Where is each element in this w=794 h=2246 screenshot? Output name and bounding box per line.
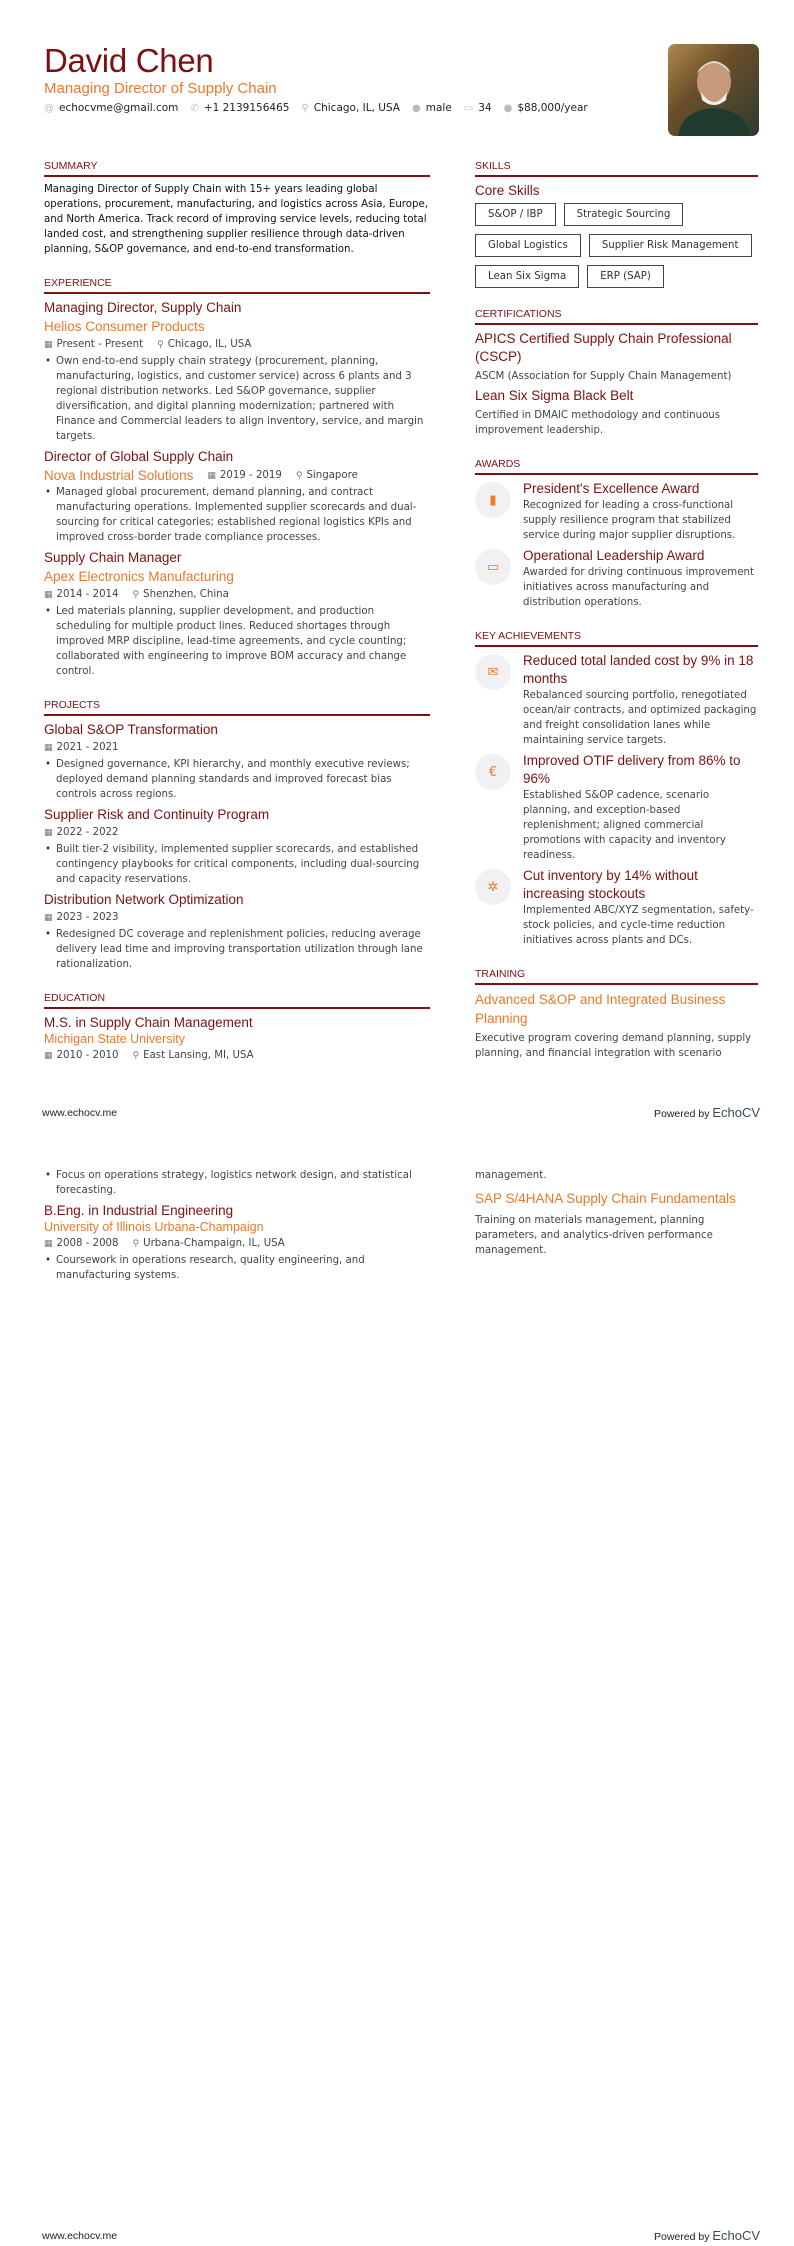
bullet: • Designed governance, KPI hierarchy, and monthly executive reviews; deployed demand planning standards and improved forecast bias controls across regions. [44,757,430,802]
right-column [475,160,758,1081]
calendar-icon: ▦ [44,828,53,838]
left-column [44,1168,430,1287]
phone-icon: ✆ [190,103,199,114]
skill-tag: Supplier Risk Management [589,234,752,257]
contact-location: ⚲ Chicago, IL, USA [301,102,400,114]
dates: 2008 - 2008 [56,1238,119,1249]
achievement-name: Reduced total landed cost by 9% in 18 months [523,653,754,686]
calendar-icon: ▦ [44,590,53,600]
euro-icon: € [475,754,511,790]
project-item [44,721,430,802]
location-icon: ⚲ [295,470,303,481]
school: Michigan State University [44,1032,186,1046]
project-item [44,806,430,887]
training-desc: Training on materials management, planning parameters, and analytics-driven performance management. [475,1215,713,1256]
project-name: Global S&OP Transformation [44,722,218,737]
bullet: • Focus on operations strategy, logistics network design, and statistical forecasting. [44,1168,430,1198]
bullet: • Built tier-2 visibility, implemented supplier scorecards, and established contingency playbooks for critical components, including dual-sourcing and capacity reservations. [44,842,430,887]
training-name: SAP S/4HANA Supply Chain Fundamentals [475,1191,736,1206]
location: Urbana-Champaign, IL, USA [143,1238,285,1249]
award-desc: Recognized for leading a cross-functional supply resilience program that stabilized service during major supplier disruptions. [523,500,736,541]
awards-section [475,458,758,610]
calendar-icon: ▦ [44,743,53,753]
section-heading: KEY ACHIEVEMENTS [475,630,758,647]
section-heading: PROJECTS [44,699,430,716]
skill-tag: S&OP / IBP [475,203,556,226]
calendar-icon: ▦ [44,340,53,350]
experience-section [44,277,430,679]
section-heading: EXPERIENCE [44,277,430,294]
company: Helios Consumer Products [44,319,205,334]
award-name: President's Excellence Award [523,481,700,496]
bullet: • Redesigned DC coverage and replenishment policies, reducing average delivery lead time and improving transportation utilization through lane rationalization. [44,927,430,972]
achievement-desc: Rebalanced sourcing portfolio, renegotiated ocean/air contracts, and optimized packaging and freight consolidation lanes while maintaining service targets. [523,690,757,746]
section-heading: SUMMARY [44,160,430,177]
award-desc: Awarded for driving continuous improvement initiatives across manufacturing and distribution operations. [523,567,754,608]
contact-phone[interactable]: ✆ +1 2139156465 [190,102,290,114]
training-section [475,968,758,1061]
brand-logo: EchoCV [712,1105,761,1120]
skills-section [475,160,758,288]
contact-age: ▭ 34 [463,102,492,114]
training-desc-continued: management. [475,1170,547,1181]
bullet: • Coursework in operations research, quality engineering, and manufacturing systems. [44,1253,430,1283]
skill-tag: ERP (SAP) [587,265,664,288]
document-icon: ▮ [475,482,511,518]
cert-desc: ASCM (Association for Supply Chain Management) [475,371,732,382]
contact-bar [44,102,588,114]
award-item [475,480,758,543]
resume-page-2 [0,1123,794,2246]
cert-name: APICS Certified Supply Chain Professional (CSCP) [475,331,732,364]
envelope-open-icon: ✉ [475,654,511,690]
section-heading: EDUCATION [44,992,430,1009]
calendar-icon: ▦ [44,1239,53,1249]
achievement-name: Cut inventory by 14% without increasing stockouts [523,868,698,901]
calendar-icon: ▦ [207,470,216,481]
dates: 2010 - 2010 [56,1050,119,1061]
money-icon: ● [503,103,513,114]
experience-item [44,448,430,545]
dates: 2019 - 2019 [219,469,282,481]
achievements-section [475,630,758,948]
project-name: Distribution Network Optimization [44,892,244,907]
section-heading: SKILLS [475,160,758,177]
skill-tag: Global Logistics [475,234,581,257]
skill-tag: Lean Six Sigma [475,265,579,288]
footer-url[interactable]: www.echocv.me [42,2230,118,2242]
location-icon: ⚲ [132,1239,140,1249]
award-name: Operational Leadership Award [523,548,705,563]
dates: 2021 - 2021 [56,742,119,753]
location-icon: ⚲ [132,1051,140,1061]
toggle-icon: ▭ [475,549,511,585]
achievement-item [475,652,758,748]
left-column [44,160,430,1085]
training-desc: Executive program covering demand planning, supply planning, and financial integration with scenario [475,1033,752,1059]
location: Shenzhen, China [143,589,229,600]
right-column [475,1168,758,1258]
project-name: Supplier Risk and Continuity Program [44,807,270,822]
achievement-desc: Implemented ABC/XYZ segmentation, safety-stock policies, and cycle-time reduction initiatives across plants and DCs. [523,905,754,946]
location: Chicago, IL, USA [167,339,252,350]
location: Singapore [306,469,358,481]
contact-salary: ● $88,000/year [503,102,588,114]
footer-powered: Powered by EchoCV [654,1105,761,1120]
location-icon: ⚲ [132,590,140,600]
experience-item [44,549,430,679]
cert-name: Lean Six Sigma Black Belt [475,388,634,403]
dates: 2022 - 2022 [56,827,119,838]
job-role: Managing Director, Supply Chain [44,300,242,315]
certifications-section [475,308,758,438]
profile-photo [668,44,759,136]
calendar-icon: ▭ [463,103,474,114]
calendar-icon: ▦ [44,1051,53,1061]
degree: M.S. in Supply Chain Management [44,1015,253,1030]
brand-logo: EchoCV [712,2228,761,2243]
dates: 2014 - 2014 [56,589,119,600]
location-icon: ⚲ [301,103,309,114]
bullet: • Own end-to-end supply chain strategy (procurement, planning, manufacturing, logistics, and customer service) across 6 plants and 3 regional distribution networks. Led S&OP governance, supplier diversification, and digital planning modernization; partnered with Finance and Commercial leaders to align inventory, service, and margin targets. [44,354,430,444]
achievement-desc: Established S&OP cadence, scenario planning, and exception-based replenishment; aligned commercial promotions with capacity and inventory readiness. [523,790,726,861]
bullet: • Led materials planning, supplier development, and production scheduling for multiple product lines. Reduced shortages through improved MRP discipline, lead-time agreements, and cycle counting; collaborated with engineering to improve BOM accuracy and change control. [44,604,430,679]
at-icon: @ [44,103,54,114]
section-heading: AWARDS [475,458,758,475]
company: Apex Electronics Manufacturing [44,569,234,584]
achievement-item [475,867,758,948]
dates: Present - Present [56,339,144,350]
cert-desc: Certified in DMAIC methodology and continuous improvement leadership. [475,410,721,436]
education-section [44,992,430,1065]
sparkle-off-icon: ✲ [475,869,511,905]
project-item [44,891,430,972]
summary-section [44,160,430,257]
achievement-item [475,752,758,863]
skill-tag: Strategic Sourcing [564,203,684,226]
contact-email[interactable]: @ echocvme@gmail.com [44,102,179,114]
calendar-icon: ▦ [44,913,53,923]
job-role: Director of Global Supply Chain [44,449,234,464]
section-heading: CERTIFICATIONS [475,308,758,325]
training-name: Advanced S&OP and Integrated Business Planning [475,992,726,1026]
contact-gender: ● male [412,102,452,114]
award-item [475,547,758,610]
location-icon: ⚲ [157,340,164,350]
footer-powered: Powered by EchoCV [654,2228,761,2243]
experience-item [44,299,430,444]
dates: 2023 - 2023 [56,912,119,923]
company: Nova Industrial Solutions [44,468,194,483]
candidate-name: David Chen [44,42,214,79]
summary-text: Managing Director of Supply Chain with 15+ years leading global operations, procurement, manufacturing, and logistics across Asia, Europe, and North America. Track record of improving service levels, reducing total landed cost, and strengthening supplier resilience through data-driven planning, S&OP governance, and end-to-end transformation. [44,184,428,255]
location: East Lansing, MI, USA [143,1050,254,1061]
degree: B.Eng. in Industrial Engineering [44,1203,234,1218]
footer-url[interactable]: www.echocv.me [42,1107,118,1119]
projects-section [44,699,430,972]
skill-group: Core Skills [475,183,540,198]
job-role: Supply Chain Manager [44,550,182,565]
candidate-title: Managing Director of Supply Chain [44,80,277,97]
bullet: • Managed global procurement, demand planning, and contract manufacturing operations. Implemented supplier scorecards and dual-sourcing for critical categories; established regional logistics KPIs and improved cross-border trade compliance processes. [44,485,430,545]
achievement-name: Improved OTIF delivery from 86% to 96% [523,753,741,786]
person-icon: ● [412,103,421,114]
school: University of Illinois Urbana-Champaign [44,1220,264,1234]
section-heading: TRAINING [475,968,758,985]
